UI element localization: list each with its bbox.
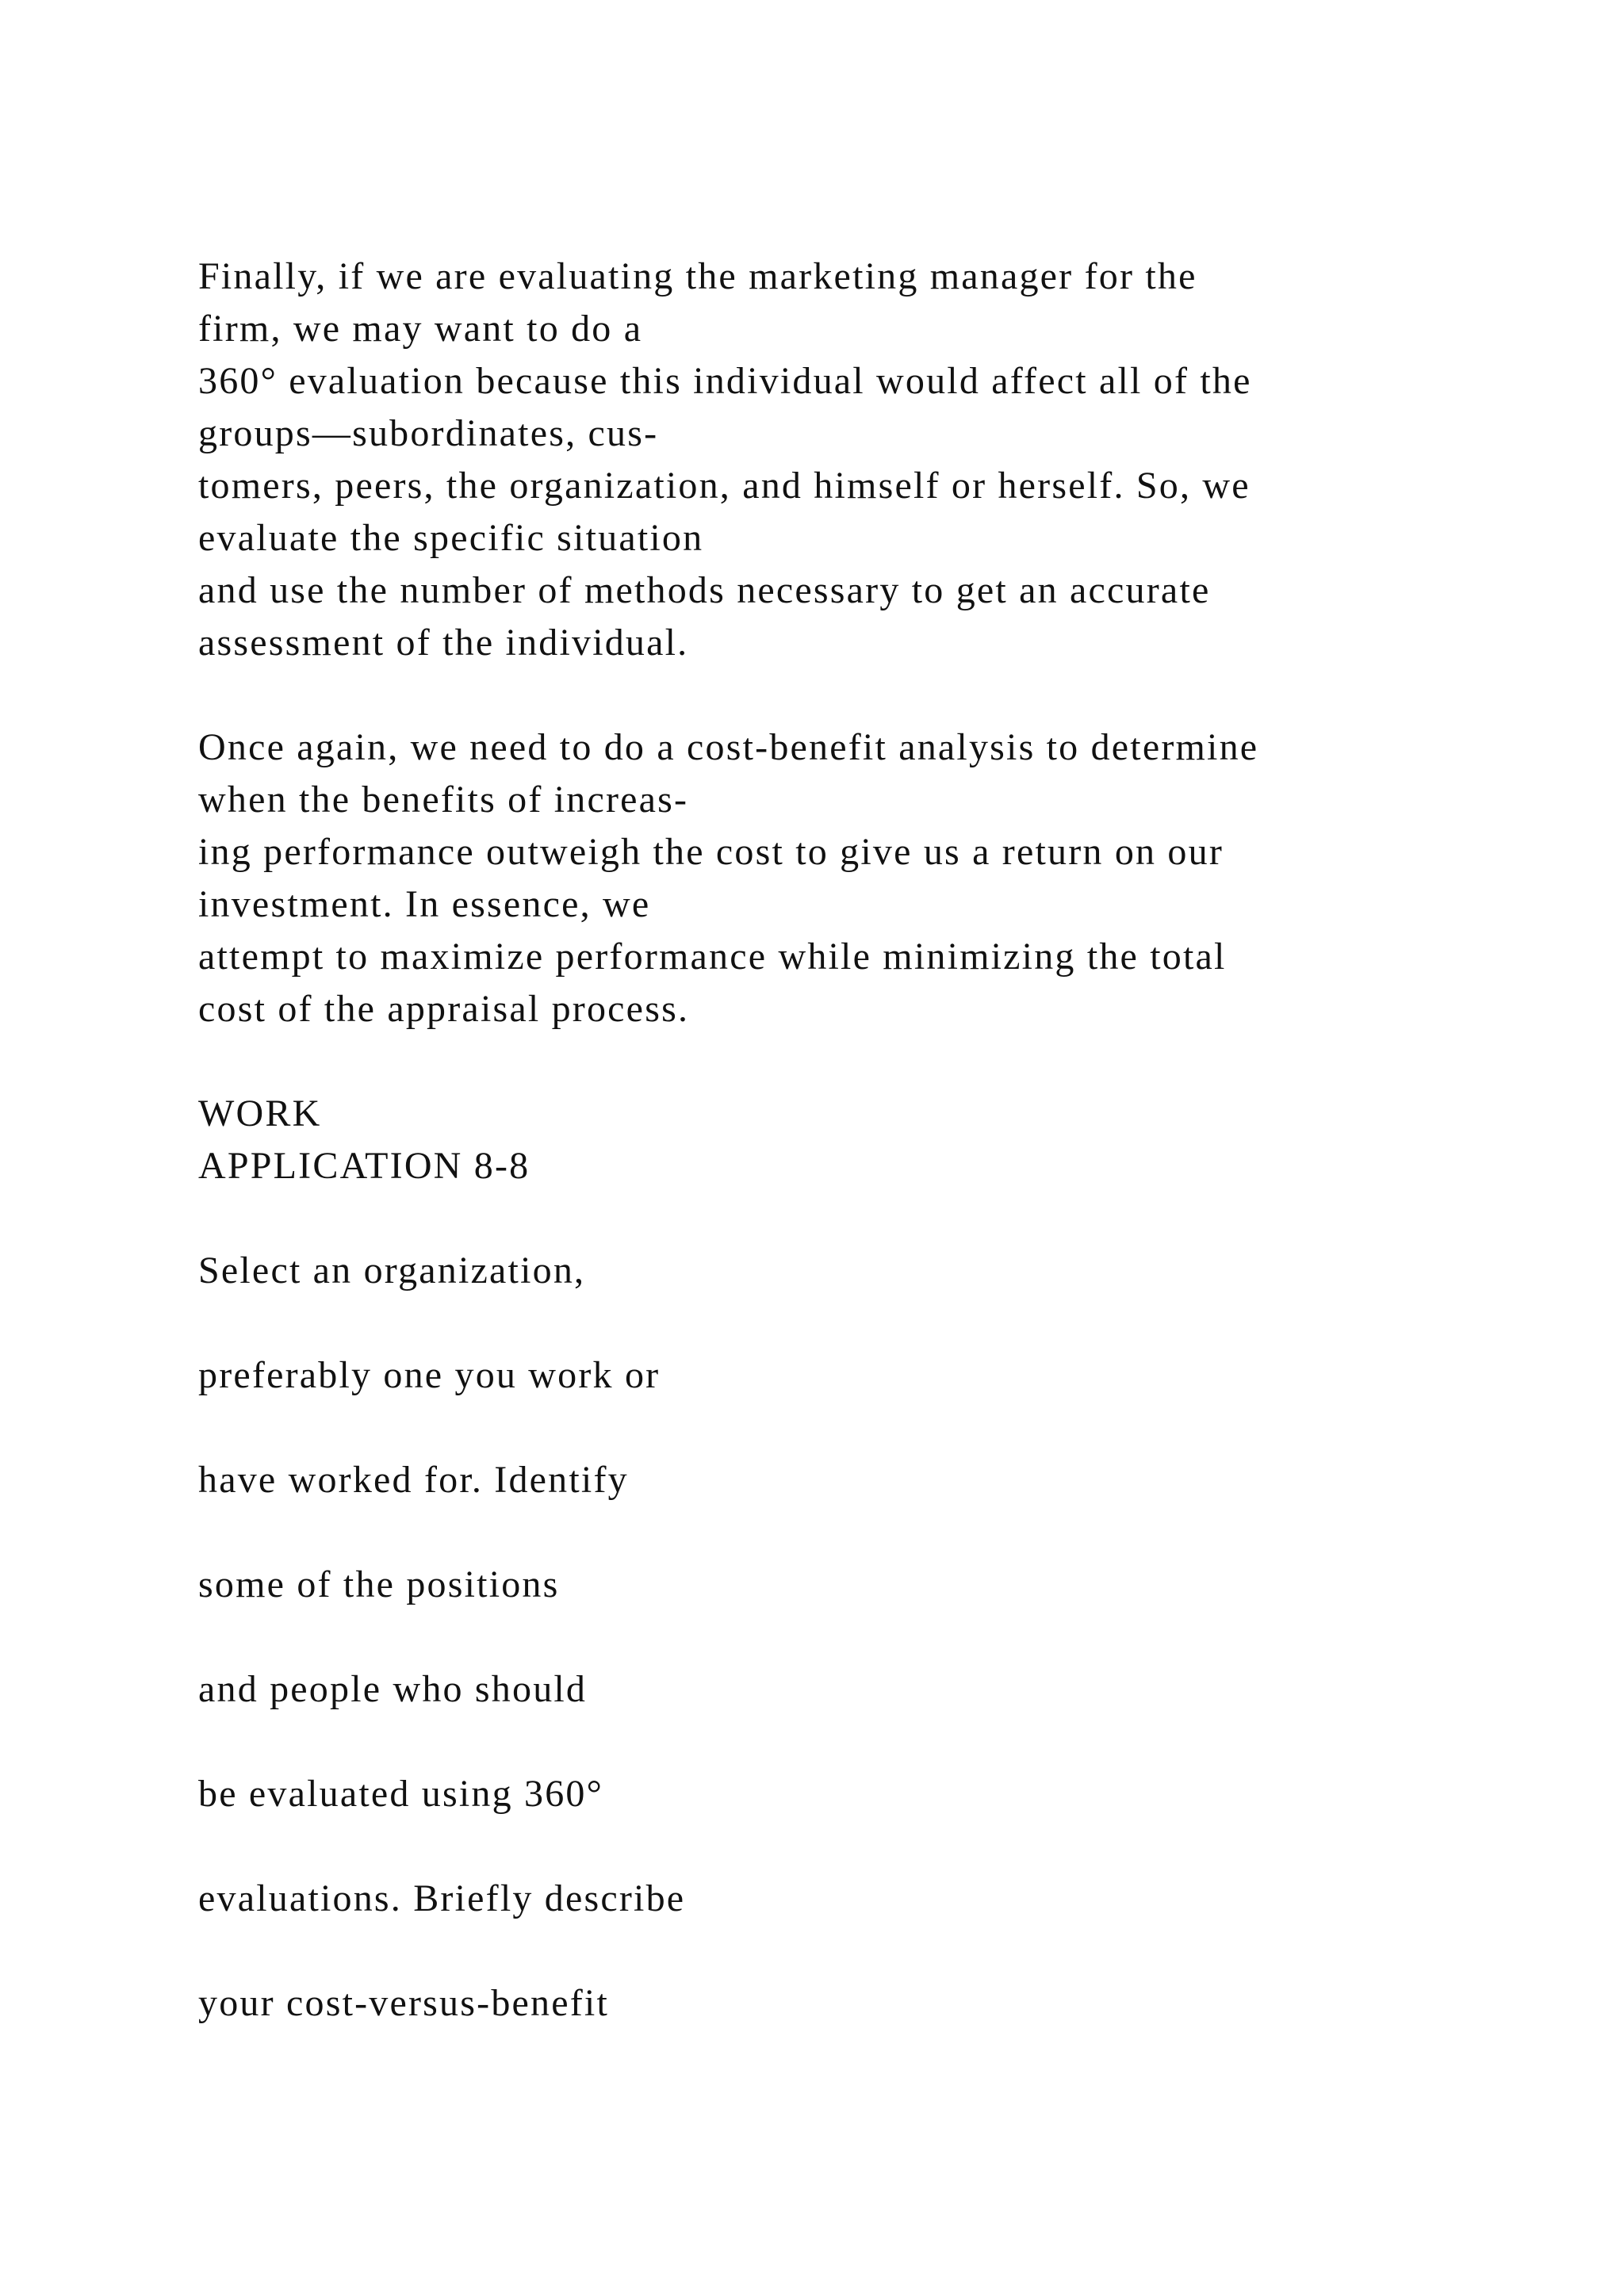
paragraph-1-line-3: 360° evaluation because this individual would affect all of the <box>198 360 1252 402</box>
work-application-line-8: your cost-versus-benefit <box>198 1982 609 2024</box>
paragraph-2-line-3: ing performance outweigh the cost to give us a return on our <box>198 831 1224 873</box>
work-application-line-4: some of the positions <box>198 1563 560 1605</box>
work-application-heading-line-1: WORK <box>198 1093 322 1135</box>
paragraph-1-line-5: tomers, peers, the organization, and himself or herself. So, we <box>198 465 1251 507</box>
paragraph-2-line-2: when the benefits of increas- <box>198 779 689 821</box>
work-application-line-6: be evaluated using 360° <box>198 1773 604 1815</box>
paragraph-1-line-8: assessment of the individual. <box>198 622 689 664</box>
paragraph-2-line-6: cost of the appraisal process. <box>198 988 690 1030</box>
paragraph-1-line-1: Finally, if we are evaluating the marketing manager for the <box>198 255 1197 297</box>
paragraph-1-line-6: evaluate the specific situation <box>198 517 704 559</box>
work-application-line-1: Select an organization, <box>198 1249 586 1292</box>
work-application-line-5: and people who should <box>198 1668 588 1710</box>
paragraph-2-line-5: attempt to maximize performance while minimizing the total <box>198 936 1227 978</box>
paragraph-1-line-7: and use the number of methods necessary to get an accurate <box>198 569 1211 611</box>
work-application-line-2: preferably one you work or <box>198 1354 661 1396</box>
paragraph-2-line-4: investment. In essence, we <box>198 883 651 925</box>
paragraph-1-line-4: groups—subordinates, cus- <box>198 412 659 454</box>
paragraph-2-line-1: Once again, we need to do a cost-benefit analysis to determine <box>198 726 1259 768</box>
work-application-line-3: have worked for. Identify <box>198 1459 629 1501</box>
work-application-heading-line-2: APPLICATION 8-8 <box>198 1145 530 1187</box>
work-application-line-7: evaluations. Briefly describe <box>198 1877 686 1919</box>
paragraph-1-line-2: firm, we may want to do a <box>198 308 643 350</box>
